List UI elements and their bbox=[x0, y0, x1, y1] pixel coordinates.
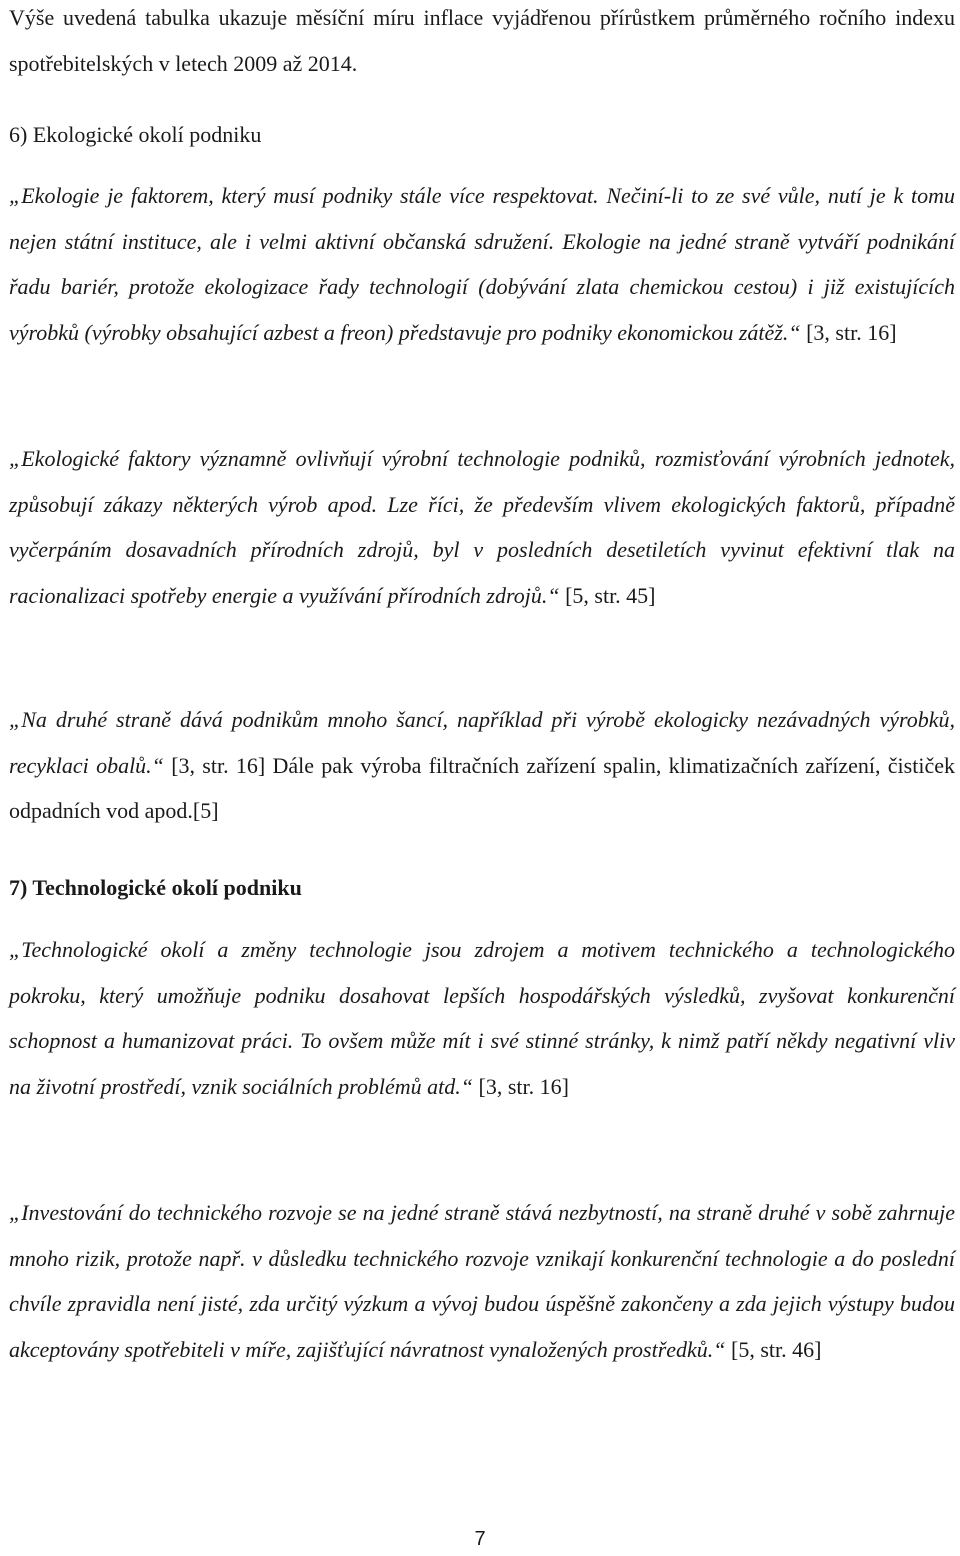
intro-paragraph bbox=[9, 0, 955, 86]
ecology-quote-paragraph-3 bbox=[9, 697, 955, 834]
technology-citation-1: [3, str. 16] bbox=[473, 1073, 569, 1099]
ecology-citation-1: [3, str. 16] bbox=[800, 319, 897, 345]
ecology-quote-2: „Ekologické faktory významně ovlivňují výrobní technologie podniků, rozmisťování výrobních jednotek, způsobují zákazy některých výrob apod. Lze říci, že především vlivem ekologických faktorů, případně vyčerpáním dosavadních přírodních zdrojů, byl v posledních desetiletích vyvinut efektivní tlak na racionalizaci spotřeby energie a využívání přírodních zdrojů.“ bbox=[9, 446, 955, 608]
technology-citation-2: [5, str. 46] bbox=[725, 1336, 822, 1362]
ecology-quote-1: „Ekologie je faktorem, který musí podniky stále více respektovat. Nečiní-li to ze své vůle, nutí je k tomu nejen státní instituce, ale i velmi aktivní občanská sdružení. Ekologie na jedné straně vytváří podnikání řadu bariér, protože ekologizace řady technologií (dobývání zlata chemickou cestou) i již existujících výrobků (výrobky obsahující azbest a freon) představuje pro podniky ekonomickou zátěž.“ bbox=[9, 183, 955, 345]
page-number: 7 bbox=[474, 1528, 486, 1550]
ecology-quote-3: „Na druhé straně dává podnikům mnoho šancí, například při výrobě ekologicky nezávadných výrobků, recyklaci obalů.“ bbox=[9, 707, 955, 778]
ecology-citation-2: [5, str. 45] bbox=[559, 582, 656, 608]
section-7-heading-text: 7) Technologické okolí podniku bbox=[9, 875, 302, 900]
section-7-heading bbox=[9, 865, 955, 911]
ecology-quote-paragraph-1 bbox=[9, 173, 955, 355]
technology-quote-1: „Technologické okolí a změny technologie jsou zdrojem a motivem technického a technologického pokroku, který umožňuje podniku dosahovat lepších hospodářských výsledků, zvyšovat konkurenční schopnost a humanizovat práci. To ovšem může mít i své stinné stránky, k nimž patří někdy negativní vliv na životní prostředí, vznik sociálních problémů atd.“ bbox=[9, 937, 955, 1099]
ecology-text-3: Dále pak výroba filtračních zařízení spalin, klimatizačních zařízení, čističek odpadních vod apod.[5] bbox=[9, 752, 955, 823]
section-6-heading-text: 6) Ekologické okolí podniku bbox=[9, 122, 262, 147]
technology-quote-2: „Investování do technického rozvoje se na jedné straně stává nezbytností, na straně druhé v sobě zahrnuje mnoho rizik, protože např. v důsledku technického rozvoje vznikají konkurenční technologie a do poslední chvíle zpravidla není jisté, zda určitý výzkum a vývoj budou úspěšně zakončeny a zda jejich výstupy budou akceptovány spotřebiteli v míře, zajišťující návratnost vynaložených prostředků.“ bbox=[9, 1200, 955, 1362]
technology-quote-paragraph-2 bbox=[9, 1190, 955, 1372]
section-6-heading bbox=[9, 112, 955, 158]
ecology-citation-3: [3, str. 16] bbox=[163, 752, 266, 778]
technology-quote-paragraph-1 bbox=[9, 927, 955, 1109]
ecology-quote-paragraph-2 bbox=[9, 436, 955, 618]
intro-text: Výše uvedená tabulka ukazuje měsíční míru inflace vyjádřenou přírůstkem průměrného ročního indexu spotřebitelských v letech 2009 až 2014. bbox=[9, 5, 955, 76]
